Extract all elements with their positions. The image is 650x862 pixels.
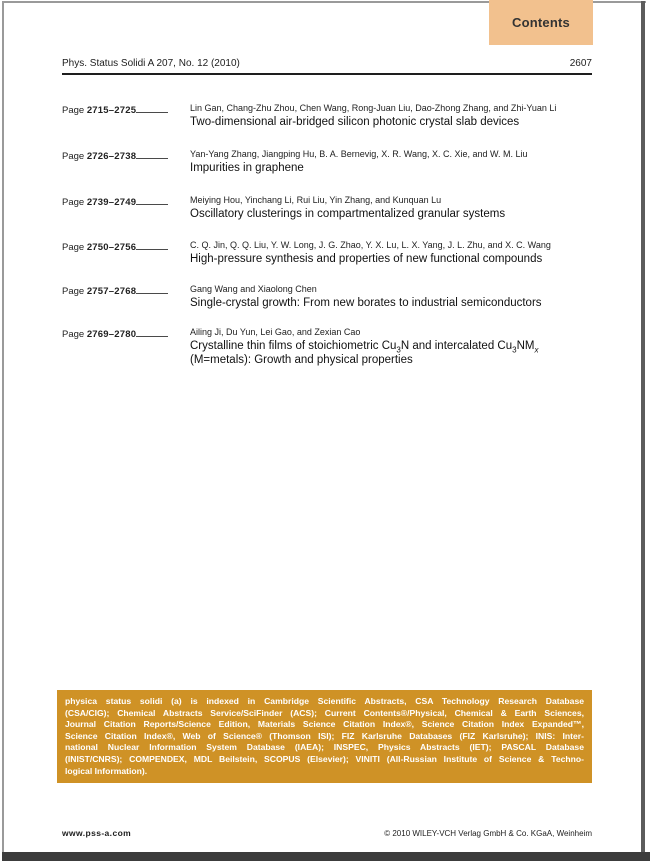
toc-entry	[62, 103, 607, 129]
entry-authors: Ailing Ji, Du Yun, Lei Gao, and Zexian Cao	[190, 327, 361, 337]
leader-line	[136, 197, 168, 205]
indexing-line: logical Information).	[65, 765, 148, 776]
toc-entry	[62, 149, 607, 175]
entry-authors: Gang Wang and Xiaolong Chen	[190, 284, 317, 294]
indexing-line: national Nuclear Information System Database (IAEA); INSPEC, Physics Abstracts (IET); PASCAL Database	[65, 742, 584, 753]
entry-authors: Lin Gan, Chang-Zhu Zhou, Chen Wang, Rong-Juan Liu, Dao-Zhong Zhang, and Zhi-Yuan Li	[190, 103, 557, 113]
page-number: 2607	[569, 58, 592, 69]
leader-line	[136, 286, 168, 294]
page-range-label: Page 2715–2725	[62, 105, 168, 116]
entry-title: Two-dimensional air-bridged silicon photonic crystal slab devices	[190, 116, 520, 128]
page-range-label: Page 2726–2738	[62, 151, 168, 162]
leader-line	[136, 242, 168, 250]
entry-title: High-pressure synthesis and properties of new functional compounds	[190, 253, 543, 265]
leader-line	[136, 151, 168, 159]
page-range-label: Page 2769–2780	[62, 329, 168, 340]
indexing-info-box	[57, 690, 592, 783]
journal-website: www.pss-a.com	[62, 828, 132, 838]
contents-label: Contents	[512, 15, 570, 30]
page-range-label: Page 2739–2749	[62, 197, 168, 208]
page-range-label: Page 2750–2756	[62, 242, 168, 253]
toc-entry	[62, 195, 607, 221]
toc-entry	[62, 327, 607, 367]
indexing-line: Science Citation Index®, Web of Science® (Thomson ISI); FIZ Karlsruhe Databases (FIZ Karlsruhe); INIS: Inter-	[65, 730, 584, 741]
leader-line	[136, 105, 168, 113]
leader-line	[136, 329, 168, 337]
page-edge-bottom	[2, 852, 650, 861]
entry-authors: C. Q. Jin, Q. Q. Liu, Y. W. Long, J. G. Zhao, Y. X. Lu, L. X. Yang, J. L. Zhu, and X. C. Wang	[190, 240, 551, 250]
journal-reference: Phys. Status Solidi A 207, No. 12 (2010)	[62, 58, 240, 69]
toc-entry	[62, 240, 607, 266]
entry-title: Oscillatory clusterings in compartmentalized granular systems	[190, 208, 506, 220]
entry-title: Crystalline thin films of stoichiometric $Cu_3N$ and intercalated $Cu_3NM_x$ (M=metals): Growth and physical properties	[190, 340, 539, 366]
indexing-line: (CSA/CIG); Chemical Abstracts Service/SciFinder (ACS); Current Contents®/Physical, Chemical & Earth Sciences,	[65, 707, 584, 718]
entry-authors: Yan-Yang Zhang, Jiangping Hu, B. A. Bernevig, X. R. Wang, X. C. Xie, and W. M. Liu	[190, 149, 528, 159]
entry-title: Impurities in graphene	[190, 162, 304, 174]
indexing-line: Journal Citation Reports/Science Edition, Materials Science Citation Index®, Science Citation Index Expanded™,	[65, 719, 584, 730]
contents-tab	[489, 0, 593, 45]
entry-title: Single-crystal growth: From new borates to industrial semiconductors	[190, 297, 542, 309]
page-edge-left	[2, 1, 4, 853]
page-footer	[62, 828, 592, 838]
toc-entry	[62, 284, 607, 310]
indexing-line: physica status solidi (a) is indexed in Cambridge Scientific Abstracts, CSA Technology Research Database	[65, 696, 584, 706]
page-edge-right	[641, 1, 645, 853]
page-range-label: Page 2757–2768	[62, 286, 168, 297]
running-header	[62, 58, 592, 75]
copyright-notice: © 2010 WILEY-VCH Verlag GmbH & Co. KGaA, Weinheim	[384, 829, 592, 838]
indexing-line: (INIST/CNRS); COMPENDEX, MDL Beilstein, SCOPUS (Elsevier); VINITI (All-Russian Institute of Science & Techno-	[65, 753, 584, 764]
entry-authors: Meiying Hou, Yinchang Li, Rui Liu, Yin Zhang, and Kunquan Lu	[190, 195, 442, 205]
